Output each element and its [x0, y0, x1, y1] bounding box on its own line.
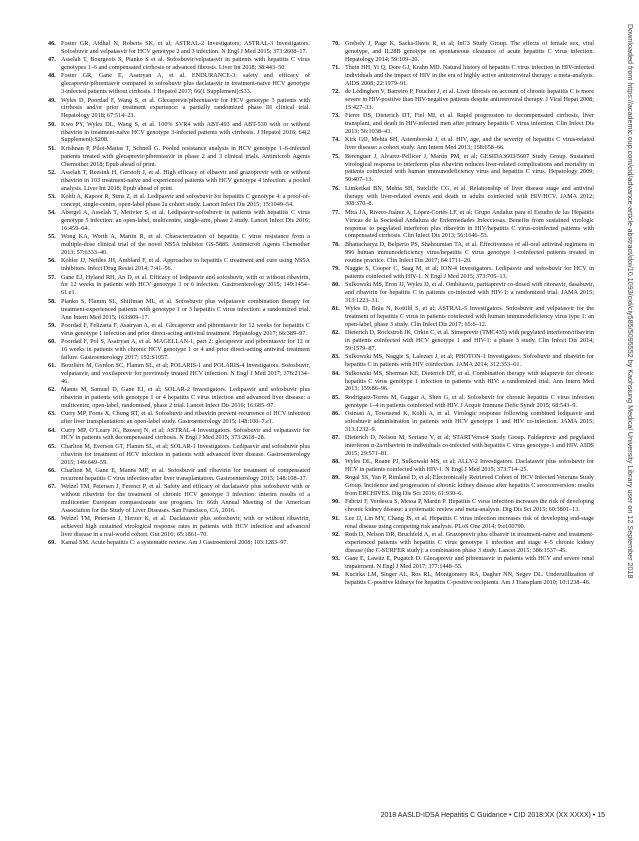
reference-text: Curry MP, O’Leary JG, Bzowej N, et al; ASTRAL-4 Investigators. Sofosbuvir and velpatasvir for HCV in patients with decompensated cirrhosis. N Engl J Med 2015; 373:2618–28. [61, 426, 310, 442]
reference-number: 90. [332, 498, 340, 506]
reference-number: 75. [332, 152, 340, 160]
reference-text: Wyles DL, Ruane PJ, Sulkowski MS, et al; ALLY-2 Investigators. Daclatasvir plus sofosbuvir for HCV in patients coinfected with HIV-1. N Engl J Med 2015; 373:714–25. [345, 458, 594, 474]
reference-number: 72. [332, 88, 340, 96]
page-footer: 2018 AASLD-IDSA Hepatitis C Guidance • CID 2018:XX (XX XXXX) • 15 [380, 812, 605, 819]
reference-number: 65. [48, 442, 56, 450]
reference-number: 47. [48, 56, 56, 64]
reference-number: 63. [48, 410, 56, 418]
reference-item [48, 56, 310, 72]
reference-item [332, 88, 594, 112]
reference-item [48, 362, 310, 386]
reference-item [332, 515, 594, 531]
reference-number: 78. [332, 240, 340, 248]
reference-item [332, 474, 594, 498]
reference-item [48, 193, 310, 209]
reference-number: 82. [332, 329, 340, 337]
reference-text: Abergel A, Asselah T, Metivier S, et al. Ledipasvir-sofosbuvir in patients with hepatitis C virus genotype 5 infection: an open-label, multicentre, single-arm, phase 2 study. Lancet Infect Dis 2016; 16:459–64. [61, 209, 310, 232]
reference-number: 86. [332, 409, 340, 417]
reference-item [332, 64, 594, 88]
reference-number: 80. [332, 281, 340, 289]
reference-number: 70. [332, 40, 340, 47]
reference-text: Sulkowski MS, Eron JJ, Wyles D, et al. Ombitasvir, paritaprevir co-dosed with ritonavir, dasabuvir, and ribavirin for hepatitis C in patients co-infected with HIV-1: a randomized trial. JAMA 2015; 313:1223–31. [345, 281, 594, 304]
reference-text: Charlton M, Gane E, Manns MP, et al. Sofosbuvir and ribavirin for treatment of compensated recurrent hepatitis C virus infection after liver transplantation. Gastroenterology 2015; 148:108–17. [61, 466, 310, 482]
reference-text: Kohli A, Kapoor R, Sims Z, et al. Ledipasvir and sofosbuvir for hepatitis C genotype 4: a proof-of-concept, single-centre, open-label phase 2a cohort study. Lancet Infect Dis 2015; 15:1049–54. [61, 192, 310, 208]
reference-item [332, 370, 594, 394]
reference-text: Thein HH, Yi Q, Dore GJ, Krahn MD. Natural history of hepatitis C virus infection in HIV-infected individuals and the impact of HIV in the era of highly active antiretroviral therapy: a meta-analysis. AIDS 2008; 22:1979–91. [345, 64, 594, 87]
reference-text: Roth D, Nelson DR, Bruchfeld A, et al. Grazoprevir plus elbasvir in treatment-naive and treatment-experienced patients with hepatitis C virus genotype 1 infection and stage 4–5 chronic kidney disease (the C-SURFER study): a combination phase 3 study. Lancet 2015; 386:1537–45. [345, 530, 594, 554]
reference-number: 58. [48, 297, 56, 305]
reference-number: 92. [332, 530, 340, 538]
reference-item [48, 97, 310, 121]
reference-number: 53. [48, 192, 56, 200]
reference-text: Berenguer J, Alvarez-Pellicer J, Martín PM, et al; GESIDA3603/5607 Study Group. Sustained virological response to interferon plus ribavirin reduces liver-related complications and mortality in patients coinfected with human immunodeficiency virus and hepatitis C virus. Hepatology 2009; 50:407–13. [345, 152, 594, 184]
reference-number: 55. [48, 233, 56, 241]
reference-text: Dieterich D, Nelson M, Soriano V, et al; STARTVerso4 Study Group. Faldaprevir and pegylated interferon α-2a/ribavirin in individuals co-infected with hepatitis C virus genotype-1 and HIV. AIDS 2015; 29:571–81. [345, 434, 594, 457]
reference-number: 85. [332, 393, 340, 401]
reference-item [332, 209, 594, 241]
reference-number: 56. [48, 257, 56, 265]
references-column-left [48, 40, 310, 547]
references-column-right [332, 40, 594, 587]
reference-number: 73. [332, 112, 340, 120]
reference-item [332, 305, 594, 329]
reference-number: 62. [48, 386, 56, 394]
reference-item [48, 72, 310, 96]
reference-text: de Lédinghen V, Barreiro P, Foucher J, et al. Liver fibrosis on account of chronic hepatitis C is more severe in HIV-positive than HIV-negative patients despite antiretroviral therapy. J Viral Hepat 2008; 15:427–33. [345, 88, 594, 112]
reference-text: Wong KA, Worth A, Martin R, et al. Characterization of hepatitis C virus resistance from a multiple-dose clinical trial of the novel NS5A inhibitor GS-5885. Antimicrob Agents Chemother 2013; 57:6333–40. [61, 233, 310, 257]
reference-text: Bourlière M, Gordon SC, Flamm SL, et al; POLARIS-1 and POLARIS-4 Investigators. Sofosbuvir, velpatasvir, and voxilaprevir for previously treated HCV infection. N Engl J Med 2017; 376:2134–46. [61, 362, 310, 385]
reference-text: Poordad F, Pol S, Asatryan A, et al. MAGELLAN-1, part 2: glecaprevir and pibrentasvir for 12 or 16 weeks in patients with chronic HCV genotype 1 or 4 and prior direct-acting antiviral treatment failure. Gastroenterology 2017; 152:S1057. [61, 338, 310, 361]
reference-number: 79. [332, 264, 340, 272]
reference-item [332, 394, 594, 410]
reference-item [48, 322, 310, 338]
reference-item [48, 427, 310, 443]
reference-text: Limketkai BN, Mehta SH, Sutcliffe CG, et al. Relationship of liver disease stage and antiviral therapy with liver-related events and death in adults coinfected with HIV/HCV. JAMA 2012; 308:370–8. [345, 184, 594, 208]
reference-number: 93. [332, 554, 340, 562]
reference-text: Fierer DS, Dieterich DT, Fiel MI, et al. Rapid progression to decompensated cirrhosis, liver transplant, and death in HIV-infected men after primary hepatitis C virus infection. Clin Infect Dis 2013; 56:1038–43. [345, 112, 594, 136]
reference-number: 77. [332, 208, 340, 216]
reference-item [48, 169, 310, 193]
reference-text: Bhattacharya D, Belperio PS, Shahoumian TA, et al. Effectiveness of all-oral antiviral regimens in 996 human immunodeficiency virus/hepatitis C virus genotype 1-coinfected patients treated in routine practice. Clin Infect Dis 2017; 64:1711–20. [345, 240, 594, 264]
reference-text: Naggie S, Cooper C, Saag M, et al; ION-4 Investigators. Ledipasvir and sofosbuvir for HCV in patients coinfected with HIV-1. N Engl J Med 2015; 373:705–13. [345, 264, 594, 280]
reference-item [48, 298, 310, 322]
reference-item [332, 112, 594, 136]
reference-number: 87. [332, 434, 340, 442]
reference-number: 64. [48, 426, 56, 434]
reference-item [48, 40, 310, 56]
reference-number: 68. [48, 515, 56, 523]
reference-number: 48. [48, 72, 56, 80]
reference-text: Sulkowski MS, Sherman KE, Dieterich DT, et al. Combination therapy with telaprevir for chronic hepatitis C virus genotype 1 infection in patients with HIV: a randomized trial. Ann Intern Med 2013; 159:86–96. [345, 369, 594, 393]
reference-text: Rogal SS, Yan P, Rimland D, et al; Electronically Retrieved Cohort of HCV Infected Veterans Study Group. Incidence and progression of chronic kidney disease after hepatitis C seroconversion: results from ERCHIVES. Dig Dis Sci 2016; 61:930–6. [345, 474, 594, 498]
reference-item [332, 241, 594, 265]
reference-number: 94. [332, 571, 340, 579]
reference-item [48, 121, 310, 145]
reference-number: 57. [48, 273, 56, 281]
reference-number: 60. [48, 338, 56, 345]
reference-text: Dieterich D, Rockstroh JK, Orkin C, et al. Simeprevir (TMC435) with pegylated interferon/ribavirin in patients coinfected with HCV genotype 1 and HIV-1: a phase 3 study. Clin Infect Dis 2014; 59:1579–87. [345, 329, 594, 353]
reference-number: 49. [48, 96, 56, 104]
reference-number: 71. [332, 64, 340, 72]
reference-text: Rodriguez-Torres M, Gaggar A, Shen G, et al. Sofosbuvir for chronic hepatitis C virus infection genotype 1–4 in patients coinfected with HIV. J Acquir Immune Defic Syndr 2015; 68:543–9. [345, 393, 594, 409]
reference-item [332, 153, 594, 185]
reference-number: 54. [48, 209, 56, 217]
reference-number: 61. [48, 362, 56, 370]
reference-item [332, 498, 594, 514]
reference-item [332, 329, 594, 353]
reference-text: Osinusi A, Townsend K, Kohli A, et al. Virologic response following combined ledipasvir and sofosbuvir administration in patients with HCV genotype 1 and HIV co-infection. JAMA 2015; 313:1232–9. [345, 409, 594, 433]
reference-item [332, 555, 594, 571]
reference-item [332, 531, 594, 555]
reference-item [48, 257, 310, 273]
reference-item [48, 539, 310, 547]
reference-number: 66. [48, 466, 56, 474]
reference-text: Wyles D, Bräu N, Kottilil S, et al; ASTRAL-5 Investigators. Sofosbuvir and velpatasvir for the treatment of hepatitis C virus in patients coinfected with human immunodeficiency virus type 1: an open-label, phase 3 study. Clin Infect Dis 2017; 65:6–12. [345, 305, 594, 329]
reference-text: Kohler JJ, Nettles JH, Amblard F, et al. Approaches to hepatitis C treatment and cure using NS5A inhibitors. Infect Drug Resist 2014; 7:41–56. [61, 257, 310, 273]
reference-number: 69. [48, 539, 56, 547]
reference-item [48, 209, 310, 233]
reference-number: 89. [332, 474, 340, 482]
reference-item [332, 40, 594, 64]
reference-number: 74. [332, 136, 340, 144]
reference-text: Asselah T, Reesink H, Gerstoft J, et al. High efficacy of elbasvir and grazoprevir with or without ribavirin in 103 treatment-naïve and experienced patients with HCV genotype 4 infection: a pooled analysis. Liver Int 2018; Epub ahead of print. [61, 168, 310, 192]
reference-text: Fabrizi F, Verdesca S, Messa P, Martin P. Hepatitis C virus infection increases the risk of developing chronic kidney disease: a systematic review and meta-analysis. Dig Dis Sci 2015; 60:3801–13. [345, 498, 594, 514]
reference-text: Gane E, Lawitz E, Pugatch D. Glecaprevir and pibrentasvir in patients with HCV and severe renal impairment. N Engl J Med 2017; 377:1448–55. [345, 554, 594, 570]
reference-text: Poordad F, Felizarta F, Asatryan A, et al. Glecaprevir and pibrentasvir for 12 weeks for hepatitis C virus genotype 1 infection and prior direct-acting antiviral treatment. Hepatology 2017; 66:389–97. [61, 321, 310, 337]
reference-item [332, 185, 594, 209]
reference-text: Manns M, Samuel D, Gane EJ, et al; SOLAR-2 Investigators. Ledipasvir and sofosbuvir plus ribavirin in patients with genotype 1 or 4 hepatitis C virus infection and advanced liver disease: a multicentre, open-label, randomised, phase 2 trial. Lancet Infect Dis 2016; 16:685–97. [61, 386, 310, 410]
reference-number: 51. [48, 144, 56, 152]
reference-item [48, 483, 310, 515]
reference-item [332, 458, 594, 474]
reference-number: 46. [48, 40, 56, 47]
reference-text: Lee JJ, Lin MY, Chang JS, et al. Hepatitis C virus infection increases risk of developing end-stage renal disease using competing risk analysis. PLoS One 2014; 9:e100790. [345, 514, 594, 530]
download-watermark-text[interactable]: Downloaded from https://academic.oup.com/cid/advance-article-abstract/doi/10.1093/cid/ciy585/5095552 by Kaohsiung Medical University Library user on 12 September 2018 [626, 24, 635, 579]
reference-item [48, 233, 310, 257]
reference-number: 59. [48, 321, 56, 329]
reference-text: Welzel TM, Petersen J, Ferenci P, et al. Safety and efficacy of daclatasvir plus sofosbuvir with or without ribavirin for the treatment of chronic HCV genotype 3 infection: interim results of a multicenter European compassionate use program. In: 66th Annual Meeting of the American Association for the Study of Liver Diseases. San Francisco, CA, 2016. [61, 483, 310, 514]
reference-number: 84. [332, 369, 340, 377]
reference-item [48, 386, 310, 410]
reference-text: Charlton M, Everson GT, Flamm SL, et al; SOLAR-1 Investigators. Ledipasvir and sofosbuvir plus ribavirin for treatment of HCV infection in patients with advanced liver disease. Gastroenterology 2015; 149:649–59. [61, 442, 310, 466]
reference-item [48, 443, 310, 467]
reference-item [332, 571, 594, 587]
reference-text: Asselah T, Bourgeois S, Pianko S et al. Sofosbuvir/velpatasvir in patients with hepatitis C virus genotypes 1–6 and compensated cirrhosis or advanced fibrosis. Liver Int 2018; 38:443–50. [61, 56, 310, 72]
reference-item [332, 281, 594, 305]
reference-text: Foster GR, Afdhal N, Roberts SK, et al; ASTRAL-2 Investigators; ASTRAL-3 Investigators. Sofosbuvir and velpatasvir for HCV genotype 2 and 3 infection. N Engl J Med 2015; 373:2608–17. [61, 40, 310, 55]
reference-text: Kamal SM. Acute hepatitis C: a systematic review. Am J Gastroenterol 2008; 103:1283–97. [61, 539, 288, 547]
reference-text: Kucirka LM, Singer AL, Ros RL, Montgomery RA, Dagher NN, Segev DL. Underutilization of hepatitis C-positive kidneys for hepatitis C-positive recipients. Am J Transplant 2010; 10:1238–46. [345, 571, 594, 587]
reference-number: 81. [332, 305, 340, 313]
reference-text: Mira JA, Rivero-Juárez A, López-Cortés LF, et al; Grupo Andaluz para el Estudio de las Hepatitis Víricas de la Sociedad Andaluza de Enfermedades Infecciosas. Benefits from sustained virologic response to pegylated interferon plus ribavirin in HIV/hepatitis C virus-coinfected patients with compensated cirrhosis. Clin Infect Dis 2013; 56:1646–53. [345, 208, 594, 240]
reference-text: Pianko S, Flamm SL, Shiffman ML, et al. Sofosbuvir plus velpatasvir combination therapy for treatment-experienced patients with genotype 1 or 3 hepatitis C virus infection: a randomized trial. Ann Intern Med 2015; 163:809–17. [61, 297, 310, 321]
reference-text: Grebely J, Page K, Sacks-Davis R, et al; InC3 Study Group. The effects of female sex, viral genotype, and IL28B genotype on spontaneous clearance of acute hepatitis C virus infection. Hepatology 2014; 59:109–20. [345, 40, 594, 63]
reference-number: 67. [48, 483, 56, 491]
reference-text: Wyles D, Poordad F, Wang S, et al. Glecaprevir/pibrentasvir for HCV genotype 3 patients with cirrhosis and/or prior treatment experience: a partially randomized phase III clinical trial. Hepatology 2018; 67:514–23. [61, 96, 310, 120]
reference-text: Krishnan P, Pilot-Matias T, Schnell G. Pooled resistance analysis in HCV genotype 1–6-infected patients treated with glecaprevir/pibrentasvir in phase 2 and 3 clinical trials. Antimicrob Agents Chemother 2018; Epub ahead of print. [61, 144, 310, 168]
reference-item [332, 434, 594, 458]
reference-item [332, 353, 594, 369]
reference-text: Sulkowski MS, Naggie S, Lalezari J, et al; PHOTON-1 Investigators. Sofosbuvir and ribavirin for hepatitis C in patients with HIV coinfection. JAMA 2014; 312:353–61. [345, 353, 594, 369]
reference-item [48, 410, 310, 426]
reference-text: Kwo PY, Wyles DL, Wang S, et al. 100% SVR4 with ABT-493 and ABT-530 with or without ribavirin in treatment-naïve HCV genotype 3-infected patients with cirrhosis. J Hepatol 2016; 64(2 Supplement):S208. [61, 120, 310, 144]
reference-number: 52. [48, 168, 56, 176]
reference-item [332, 410, 594, 434]
reference-item [332, 265, 594, 281]
reference-text: Foster GR, Gane E, Asatryan A, et al. ENDURANCE-3: safety and efficacy of glecaprevir/pibrentasvir compared to sofosbuvir plus daclatasvir in treatment-naïve HCV genotype 3-infected patients without cirrhosis. J Hepatol 2017; 66(1 Supplement):S33. [61, 72, 310, 96]
reference-number: 91. [332, 514, 340, 522]
reference-item [48, 274, 310, 298]
reference-item [48, 467, 310, 483]
reference-item [48, 338, 310, 362]
reference-number: 50. [48, 120, 56, 128]
reference-number: 88. [332, 458, 340, 466]
reference-item [48, 145, 310, 169]
reference-item [332, 136, 594, 152]
reference-text: Welzel TM, Petersen J, Herzer K, et al. Daclatasvir plus sofosbuvir, with or without ribavirin, achieved high sustained virological response rates in patients with HCV infection and advanced liver disease in a real-world cohort. Gut 2016; 65:1861–70. [61, 515, 310, 538]
reference-number: 76. [332, 184, 340, 192]
reference-text: Kirk GD, Mehta SH, Astemborski J, et al. HIV, age, and the severity of hepatitis C virus-related liver disease: a cohort study. Ann Intern Med 2013; 158:658–66. [345, 136, 594, 152]
reference-number: 83. [332, 353, 340, 361]
reference-item [48, 515, 310, 539]
reference-text: Curry MP, Forns X, Chung RT, et al. Sofosbuvir and ribavirin prevent recurrence of HCV infection after liver transplantation: an open-label study. Gastroenterology 2015; 148:100–7.e1. [61, 410, 310, 426]
reference-text: Gane EJ, Hyland RH, An D, et al. Efficacy of ledipasvir and sofosbuvir, with or without ribavirin, for 12 weeks in patients with HCV genotype 3 or 6 infection. Gastroenterology 2015; 149:1454–61.e1. [61, 273, 310, 297]
